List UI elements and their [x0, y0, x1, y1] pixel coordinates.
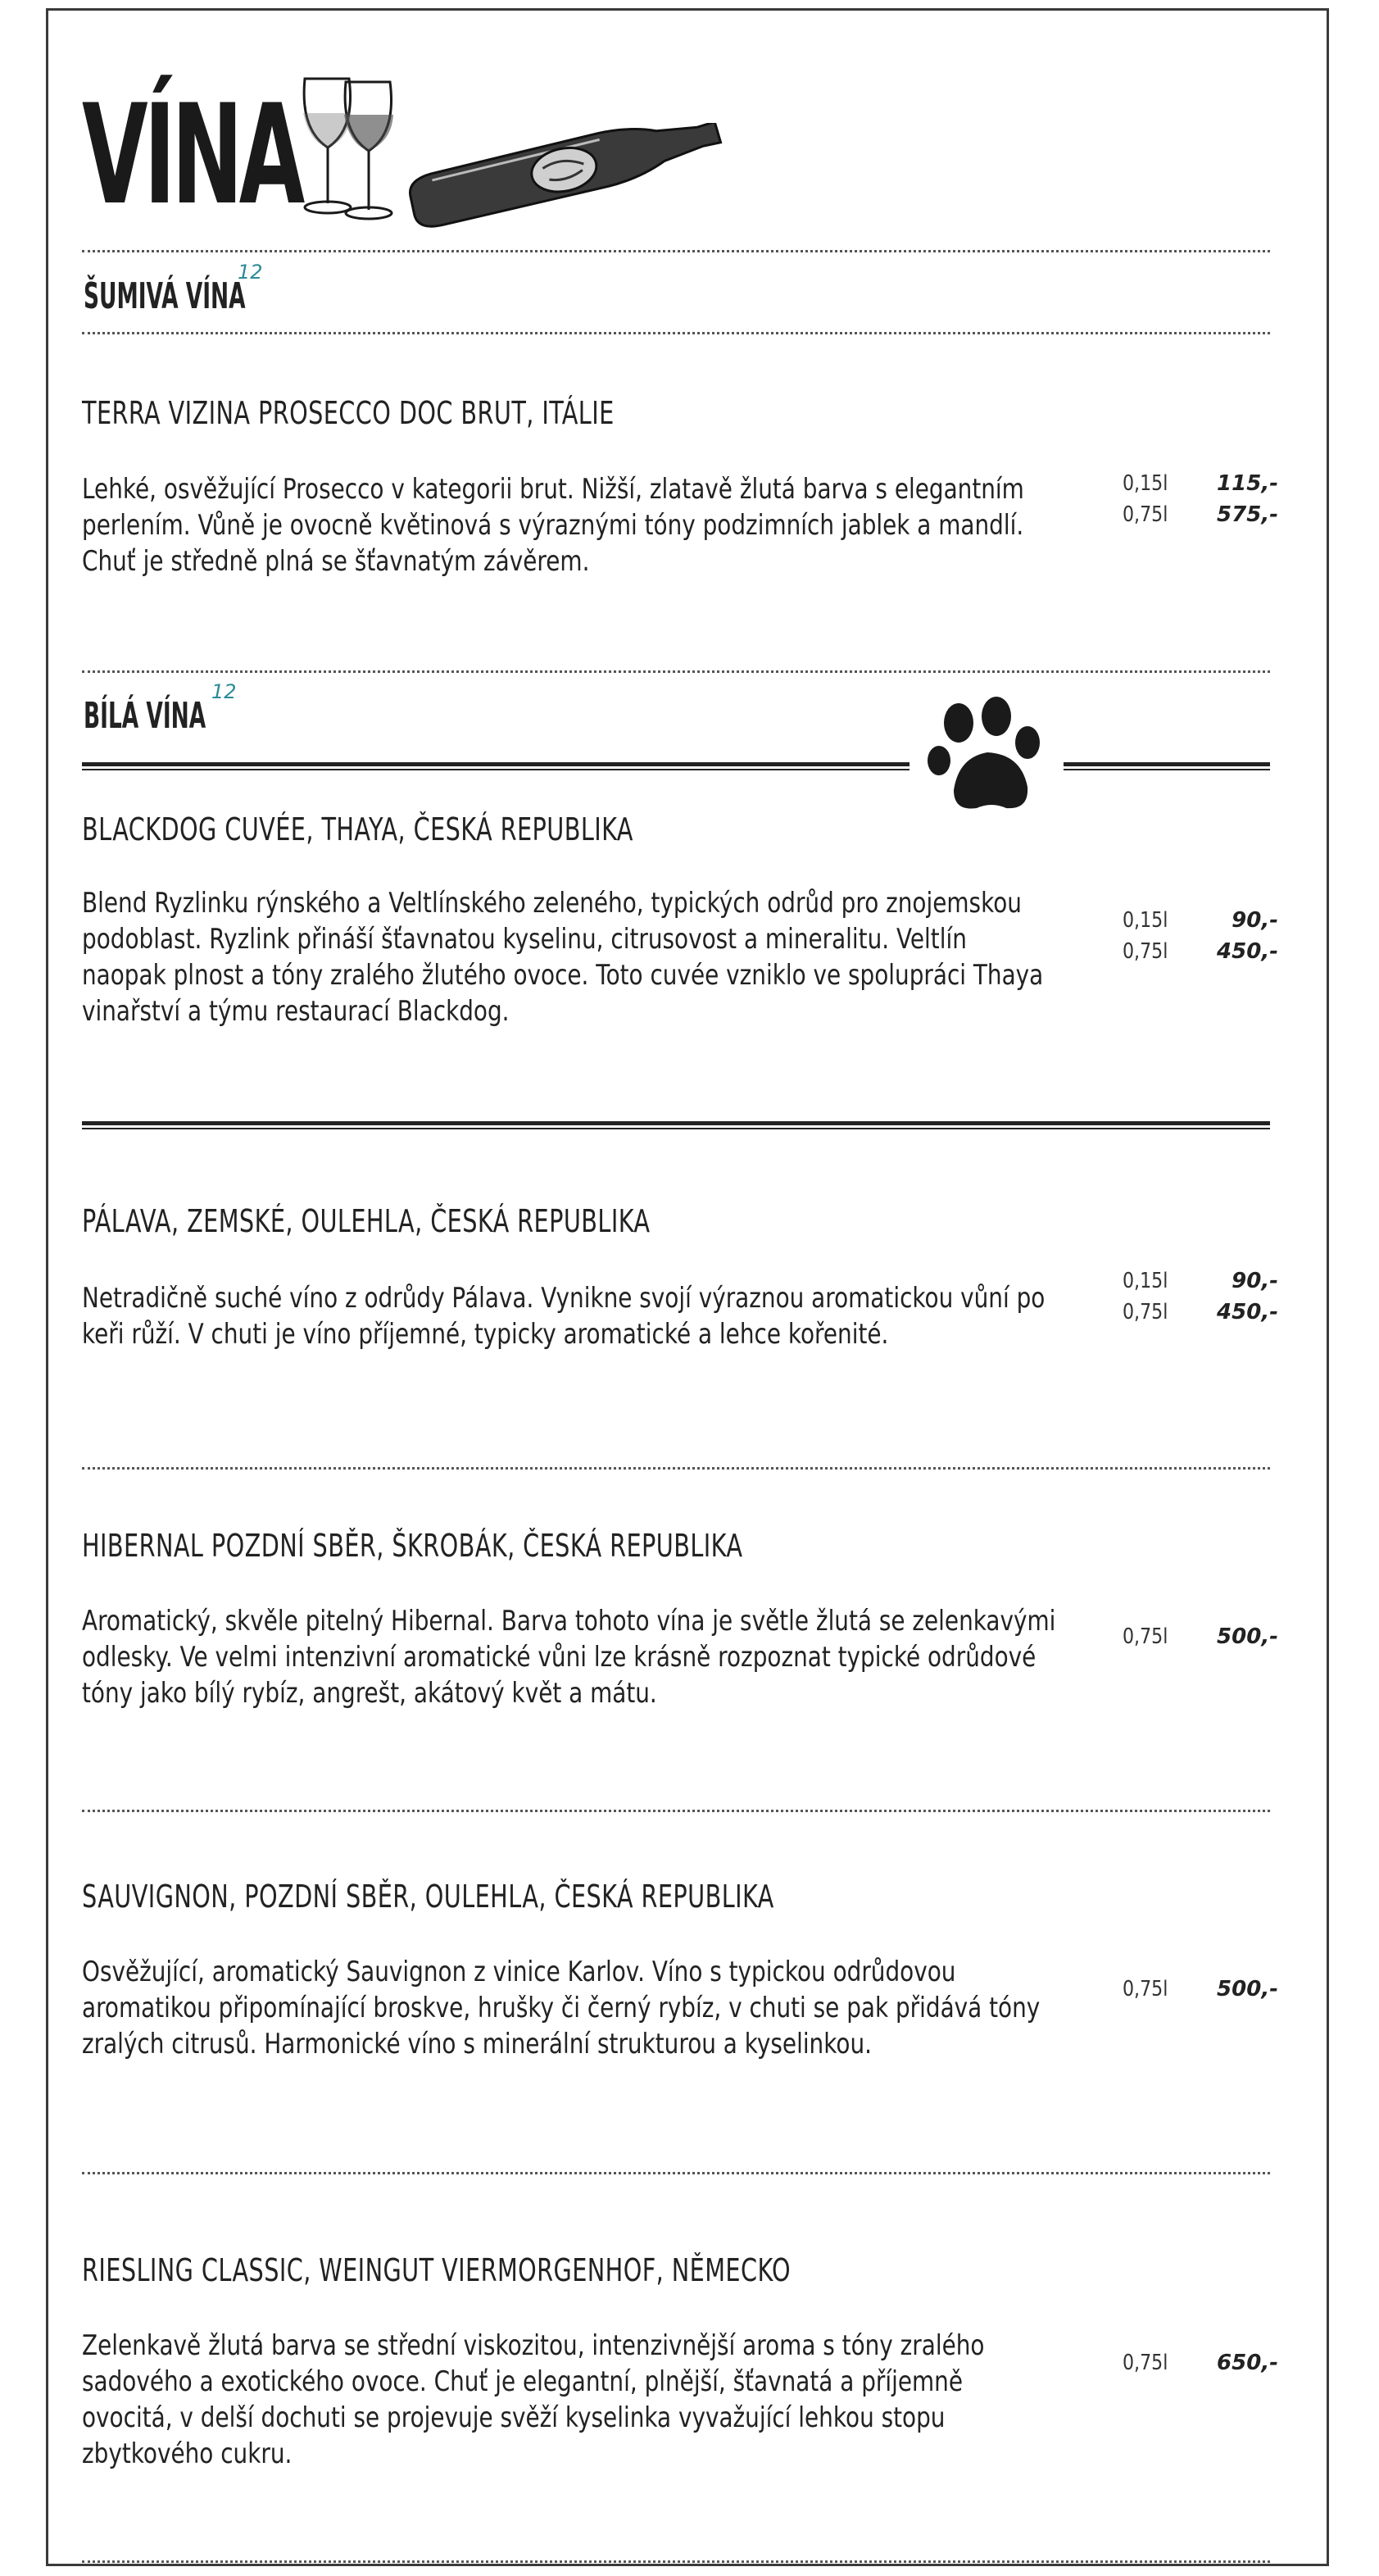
divider-dotted	[82, 332, 1270, 334]
page-title: VÍNA	[82, 75, 302, 235]
section-title-sparkling: ŠUMIVÁ VÍNA	[84, 275, 246, 317]
price-row	[1123, 1977, 1278, 2008]
divider-dotted	[82, 2560, 1270, 2563]
section-title-white: BÍLÁ VÍNA	[84, 695, 206, 737]
wine-name: BLACKDOG CUVÉE, THAYA, ČESKÁ REPUBLIKA	[82, 811, 633, 847]
wine-description: Lehké, osvěžující Prosecco v kategorii brut. Nižší, zlatavě žlutá barva s elegantním perlením. Vůně je ovocně květinová s výraznými tóny podzimních jablek a mandlí. Chuť je středně plná se šťavnatým závěrem.	[82, 473, 1024, 578]
section-sup-white: 12	[211, 680, 237, 703]
divider-double	[82, 762, 910, 770]
wine-name: RIESLING CLASSIC, WEINGUT VIERMORGENHOF, NĚMECKO	[82, 2252, 791, 2288]
price-volume: 0,75l	[1123, 1977, 1168, 2001]
divider-dotted	[82, 2172, 1270, 2174]
price-row	[1123, 1269, 1278, 1300]
wine-description: Blend Ryzlinku rýnského a Veltlínského zeleného, typických odrůd pro znojemskou podoblast. Ryzlink přináší šťavnatou kyselinu, citrusovost a mineralitu. Veltlín naopak plnost a tóny zralého žlutého ovoce. Toto cuvée vzniklo ve spolupráci Thaya vinařství a týmu restaurací Blackdog.	[82, 887, 1044, 1028]
divider-double	[1064, 762, 1270, 770]
wine-name: PÁLAVA, ZEMSKÉ, OULEHLA, ČESKÁ REPUBLIKA	[82, 1203, 651, 1239]
wine-prices	[1123, 1269, 1278, 1331]
divider-dotted	[82, 1467, 1270, 1470]
price-amount: 575,-	[1217, 502, 1278, 527]
price-volume: 0,75l	[1123, 1300, 1168, 1324]
price-amount: 650,-	[1217, 2351, 1278, 2375]
price-row	[1123, 1300, 1278, 1331]
wine-description: Aromatický, skvěle pitelný Hibernal. Barva tohoto vína je světle žlutá se zelenkavými odlesky. Ve velmi intenzivní aromatické vůni lze krásně rozpoznat typické odrůdové tóny jako bílý rybíz, angrešt, akátový květ a mátu.	[82, 1605, 1056, 1710]
divider-dotted	[82, 670, 1270, 673]
divider-dotted	[82, 1810, 1270, 1812]
price-amount: 450,-	[1217, 1300, 1278, 1324]
price-amount: 90,-	[1232, 908, 1278, 933]
price-volume: 0,75l	[1123, 2351, 1168, 2375]
paw-print-icon	[926, 695, 1049, 816]
wine-prices	[1123, 908, 1278, 970]
price-row	[1123, 2351, 1278, 2382]
section-sup-sparkling: 12	[238, 261, 263, 284]
wine-prices	[1123, 2351, 1278, 2382]
price-row	[1123, 1624, 1278, 1656]
wine-prices	[1123, 471, 1278, 534]
price-row	[1123, 502, 1278, 534]
divider-dotted	[82, 250, 1270, 252]
price-volume: 0,15l	[1123, 908, 1168, 933]
wine-prices	[1123, 1977, 1278, 2008]
price-volume: 0,75l	[1123, 502, 1168, 527]
price-amount: 115,-	[1217, 471, 1278, 496]
wine-prices	[1123, 1624, 1278, 1656]
price-volume: 0,15l	[1123, 471, 1168, 496]
wine-description: Zelenkavě žlutá barva se střední viskozitou, intenzivnější aroma s tóny zralého sadového a exotického ovoce. Chuť je elegantní, plnější, šťavnatá a příjemně ovocitá, v delší dochuti se projevuje svěží kyselinka vyvažující lehkou stopu zbytkového cukru.	[82, 2329, 985, 2470]
price-volume: 0,75l	[1123, 1624, 1168, 1649]
price-volume: 0,75l	[1123, 939, 1168, 964]
price-amount: 500,-	[1217, 1624, 1278, 1649]
price-volume: 0,15l	[1123, 1269, 1168, 1293]
wine-glasses-icon	[295, 72, 401, 228]
price-amount: 90,-	[1232, 1269, 1278, 1293]
price-row	[1123, 939, 1278, 970]
price-row	[1123, 908, 1278, 939]
wine-name: HIBERNAL POZDNÍ SBĚR, ŠKROBÁK, ČESKÁ REPUBLIKA	[82, 1528, 743, 1564]
wine-name: SAUVIGNON, POZDNÍ SBĚR, OULEHLA, ČESKÁ REPUBLIKA	[82, 1879, 774, 1915]
price-amount: 450,-	[1217, 939, 1278, 964]
wine-description: Netradičně suché víno z odrůdy Pálava. Vynikne svojí výraznou aromatickou vůní po keři růží. V chuti je víno příjemné, typicky aromatické a lehce kořenité.	[82, 1282, 1046, 1351]
price-row	[1123, 471, 1278, 502]
wine-name: TERRA VIZINA PROSECCO DOC BRUT, ITÁLIE	[82, 395, 615, 431]
divider-double	[82, 1121, 1270, 1129]
wine-bottle-icon	[401, 123, 729, 229]
price-amount: 500,-	[1217, 1977, 1278, 2001]
wine-description: Osvěžující, aromatický Sauvignon z vinice Karlov. Víno s typickou odrůdovou aromatikou připomínající broskve, hrušky či černý rybíz, v chuti se pak přidává tóny zralých citrusů. Harmonické víno s minerální strukturou a kyselinkou.	[82, 1956, 1041, 2060]
